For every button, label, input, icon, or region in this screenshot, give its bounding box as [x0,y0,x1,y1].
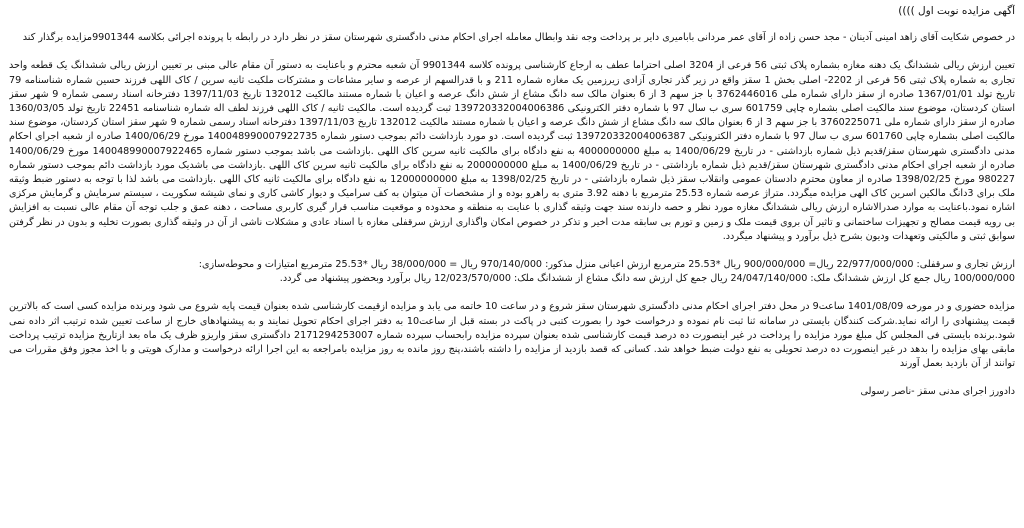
price-summary [9,258,1015,286]
property-valuation-paragraph: تعیین ارزش ریالی ششدانگ یک دهنه مغازه بشماره پلاک ثبتی 56 فرعی از 3204 اصلی احتراما عطف به ارجاع کارشناسی پرونده کلاسه 9901344 آن شعبه محترم و باعنایت به دستور آن مقام عالی مبنی بر تعیین ارزش ریالی ششدانگ یک قطعه واحد تجاری به شماره پلاک ثبتی 56 فرعی از 2202- اصلی بخش 1 سقز واقع در زیر گذر تجاری آزادی زیرزمین یک مغازه شماره 211 و با قدرالسهم از عرصه و سایر مشاعات و مشترکات ملکیت ثانیه سرین / کاک اللهی فرزند حسین شماره شناسنامه 79 تاریخ تولد 1367/01/01 صادره از سقز دارای شماره ملی 3762446016 با جز سهم 3 از 6 بعنوان مالک سه دانگ مشاع از شش دانگ عرصه و اعیان با شماره مستند مالکیت 132012 تاریخ 1397/11/03 دفترخانه اسناد رسمی شماره 9 شهر سقز استان کردستان، موضوع سند مالکیت اصلی بشماره چاپی 601759 سری ب سال 97 با شماره دفتر الکترونیکی 139720332004006386 ثبت گردیده است. مالکیت ثانیه / کاک اللهی فرزند لطف اله شماره شناسنامه 22451 تاریخ تولد 1360/03/05 صادره از سقز دارای شماره ملی 3760225071 با جز سهم 3 از 6 بعنوان مالک سه دانگ مشاع از شش دانگ عرصه و اعیان با شماره مستند مالکیت 132012 تاریخ 1397/11/03 دفترخانه اسناد رسمی شماره 9 شهر سقز استان کردستان، موضوع سند مالکیت اصلی بشماره چاپی 601760 سری ب سال 97 با شماره دفتر الکترونیکی 139720332004006387 ثبت گردیده است. دو مورد بازداشت دائم بموجب دستور شماره 140048990007922735 مورخ 1400/06/29 صادره از شعبه اجرای احکام مدنی دادگستری شهرستان سقز/قدیم ذیل شماره بازداشتی - در تاریخ 1400/06/29 به مبلغ 4000000000 به نفع دادگاه برای مالکیت ثانیه سرین کاک اللهی .بازداشت می باشد بموجب دستور شماره 140048990007922465 مورخ 1400/06/29 صادره از شعبه اجرای احکام مدنی دادگستری شهرستان سقز/قدیم ذیل شماره بازداشتی - در تاریخ 1400/06/29 به مبلغ 2000000000 به نفع دادگاه برای مالکیت ثانیه سرین کاک اللهی .بازداشت می باشدیک مورد بازداشت دائم بموجب دستور شماره 980227 مورخ 1398/02/25 صادره از معاون محترم دادستان عمومی وانقلاب سقز ذیل شماره بازداشتی - در تاریخ 1398/02/25 به مبلغ 12000000000 به نفع دادگاه برای مالکیت ثانیه کاک اللهی .بازداشت می باشد لذا با توجه به دستور ضبط وثیقه ملک برای 3دانگ مالکین اسرین کاک الهی مزایده میگردد. متراژ عرصه شماره 25.53 مترمربع با دهنه 3.92 متری به راهرو بوده و از مشخصات آن میتوان به کف سرامیک و دیوار کاشی کاری و نمای شیشه سکوریت ، سیستم سرمایش و گرمایش مرکزی اشاره نمود.باعنایت به موارد صدرالاشاره ارزش ریالی ششدانگ مغازه مورد نظر و حصه دارنده سند جهت وثیقه گذاری با عنایت به منطقه و محدوده و موقعیت مناسب قرار گیری کاربری مساحت ، دهنه عمق و جلب توجه آن مقام عالی نسبت به افزایش بی رویه قیمت مصالح و تجهیزات ساختمانی و تاثیر آن بروی قیمت ملک و زمین و تورم بی سابقه مدت اخیر و تذکر در خصوص امکان واگذاری ارزش سرقفلی مغازه با اسناد عادی و مشکلات ناشی از آن در وثیقه گذاری بصورت تخلیه و بدون در نظر گرفتن سوابق ثبتی و مالکیتی وتعهدات ودیون بشرح ذیل برآورد و پیشنهاد میگردد. [9,60,1015,242]
notice-intro-paragraph: در خصوص شکایت آقای زاهد امینی آدینان - مجد حسن زاده از آقای عمر مردانی بابامیری دایر بر پرداخت وجه نقد وابطال معامله اجرای احکام مدنی دادگستری شهرستان سقز در نظر دارد در رابطه با پرونده اجرائی بکلاسه 9901344مزایده برگذار کند [22,32,1015,44]
price-summary-line-2: 100/000/000 ریال جمع کل ارزش ششدانگ ملک: 24/047/140/000 ریال جمع کل ارزش سه دانگ مشاع از ششدانگ ملک: 12/023/570/000 ریال برآورد وبحضور پیشنهاد می گردد. [279,273,1015,285]
auction-terms-paragraph: مزایده حضوری و در مورخه 1401/08/09 ساعت9 در محل دفتر اجرای احکام مدنی دادگستری شهرستان سقز شروع و در ساعت 10 خاتمه می یابد و مزایده ازقیمت کارشناسی شده بعنوان قیمت پایه شروع می شود وبرنده مزایده کسی است که بالاترین قیمت پیشنهادی را ارائه نماید.شرکت کنندگان بایستی در سامانه ثنا ثبت نام نموده و درخواست خود را بصورت کتبی در پاکت در بسته قبل از ساعت10 به دفتر اجرای احکام تحویل نمایند و به پیشنهادهای خارج از ساعت تعیین شده ترتیب اثر داده نمی شود.برنده بایستی فی المجلس کل مبلغ مورد مزایده را پرداخت در غیر اینصورت ده درصد قیمت کارشناسی شده بعنوان سپرده مزایده رابحساب سپرده شماره 2171294253007 دادگستری سقز واریزو ظرف یک ماه بعد ازتاریخ مزایده ترتیب پرداخت مابقی بهای مزایده را بدهد در غیر اینصورت ده درصد تحویلی به نفع دولت ضبط خواهد شد. کسانی که قصد بازدید از مزایده را داشته باشند،پنج روز مانده به روز مزایده بامراجعه به این اجرا ارائه درخواست و مدارک هویتی و با اخذ مجوز وفق مقررات می توانند از آن بازدید بعمل آورند [9,301,1015,370]
price-summary-line-1: ارزش تجاری و سرقفلی: 22/977/000/000 ریال= 900/000/000 ریال *25.53 مترمربع ارزش اعیانی منزل مذکور: 970/140/000 ریال = 38/000/000 ریال *25.53 مترمربع امتیازات و محوطه‌سازی: [198,259,1015,271]
notice-title: آگهی مزایده نوبت اول )))) [898,5,1015,17]
signature-line: دادورز اجرای مدنی سقز -ناصر رسولی [860,386,1015,398]
auction-notice-document [9,4,1015,520]
